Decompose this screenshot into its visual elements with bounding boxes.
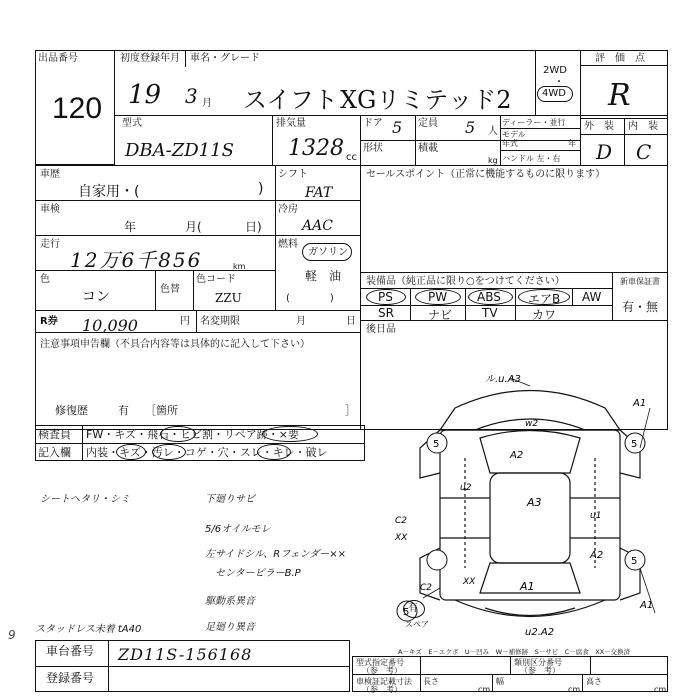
shaken-label: 車検: [40, 204, 60, 215]
car-name: スイフト: [243, 86, 338, 114]
shaken-day: 日): [245, 220, 262, 234]
repair-value: 有: [118, 404, 129, 417]
remark-1: シートヘタリ・シミ: [40, 494, 130, 505]
repair-close: ］: [345, 404, 356, 417]
warranty-label: 新車保証書: [620, 277, 660, 286]
repair-circle: [262, 426, 318, 442]
stain-circle: [152, 444, 186, 460]
score-value: R: [608, 78, 631, 113]
height-unit: cm: [654, 685, 667, 694]
mileage-label: 走行: [40, 239, 60, 250]
color-label: 色: [40, 274, 50, 285]
mark-rear-xx: XX: [463, 577, 476, 587]
mark-rr-wheel: 5: [631, 556, 638, 567]
recycle-unit: 円: [180, 316, 190, 327]
mark-bottom: u2.A2: [525, 627, 555, 638]
displacement-label: 排気量: [276, 118, 306, 129]
model-year-label: モデル: [502, 130, 526, 139]
reg-label: 初度登録年月: [120, 53, 180, 64]
wear-circle: [257, 444, 291, 460]
inspector-row1-label: 検査員: [38, 428, 71, 441]
load-unit: kg: [488, 156, 498, 165]
equip-navi: ナビ: [428, 308, 453, 322]
recycle-label: R券: [40, 316, 58, 327]
ac-value: AAC: [302, 218, 333, 234]
remark-2: 下廻りサビ: [205, 494, 255, 505]
mark-rf-wheel: 5: [631, 439, 638, 450]
repair-label: 修復歴: [55, 404, 88, 417]
length-label: 長さ: [423, 677, 439, 686]
equip-leather: カワ: [532, 308, 557, 322]
mark-hood: A2: [510, 450, 524, 461]
mark-rear-right: A1: [640, 600, 654, 611]
history-label: 車歴: [40, 169, 60, 180]
doors-value: 5: [392, 118, 403, 137]
legend: A－キズ E－エクボ U－凹み W－補修跡 S－サビ C－腐食 XX－交換済: [398, 648, 631, 656]
fuel-diesel: 軽 油: [305, 269, 342, 283]
equip-airbag: エアB: [528, 292, 561, 306]
inspector-row1-items: FW・キズ・飛石・ヒビ割・リペア跡・×要: [86, 428, 299, 441]
spare-mark: 有: [408, 603, 418, 614]
ext-label: 外 装: [584, 121, 614, 132]
ext-value: D: [596, 140, 613, 164]
color-code-value: ZZU: [215, 291, 242, 305]
remark-3: 5/6オイルモレ: [205, 524, 271, 535]
int-label: 内 装: [628, 121, 658, 132]
recycle-value: 10,090: [82, 316, 138, 335]
mileage-unit: km: [233, 262, 246, 271]
equip-ps: PS: [378, 290, 393, 304]
mileage-value: 12万6千856: [70, 248, 203, 272]
inspector-row2-items: 内装・キズ・汚レ・コゲ・穴・スレ・キレ・破レ: [86, 446, 328, 459]
chassis-value: ZD11S-156168: [118, 645, 253, 664]
measure-sub: （参 考）: [362, 685, 402, 694]
fuel-label: 燃料: [278, 239, 298, 250]
drive-dot: ・: [554, 77, 564, 88]
drive-4wd: 4WD: [542, 88, 566, 99]
model-value: DBA-ZD11S: [125, 140, 234, 161]
shaken-year: 年: [124, 220, 137, 234]
cc-unit: cc: [346, 152, 357, 163]
int-value: C: [636, 140, 652, 164]
chassis-label: 車台番号: [46, 644, 95, 658]
width-unit: cm: [568, 685, 581, 694]
equip-pw: PW: [428, 290, 448, 304]
grade: XGリミテッド2: [340, 86, 512, 114]
shift-value: FAT: [305, 185, 333, 201]
mark-rear-left-c2: C2: [420, 583, 433, 593]
ac-label: 冷房: [278, 204, 298, 215]
remark-7: スタッドレス未着 tA40: [35, 624, 142, 635]
history-value: 自家用・(: [78, 184, 140, 200]
scratch-circle: [116, 444, 146, 460]
fuel-paren: ( ): [286, 293, 334, 304]
expiry-label: 名変期限: [200, 316, 240, 327]
mark-right-body: u1: [590, 511, 602, 521]
fuel-gasoline: ガソリン: [308, 247, 348, 258]
class-label: 類別区分番号: [514, 658, 562, 667]
retrofit-label: 後日品: [366, 324, 396, 335]
class-sub: （参 考）: [520, 666, 560, 675]
length-unit: cm: [478, 685, 491, 694]
equip-tv: TV: [482, 306, 498, 320]
displacement-value: 1328: [288, 136, 344, 161]
mark-roof: A3: [527, 496, 542, 509]
handle-label: ハンドル 左・右: [502, 154, 561, 163]
model-year-label2: 年式: [502, 139, 518, 148]
lot-number: 120: [52, 92, 103, 125]
mark-left-wheel3: 5: [403, 607, 410, 618]
remark-5: センターピラーB.P: [215, 568, 301, 579]
mark-top-right: A1: [633, 398, 647, 409]
remark-4: 左サイドシル、Rフェンダー××: [205, 549, 347, 560]
reg-month: 3: [185, 84, 198, 108]
height-label: 高さ: [586, 677, 602, 686]
score-label: 評 価 点: [595, 53, 645, 64]
equip-abs: ABS: [477, 290, 501, 304]
inspector-row2-label: 記入欄: [38, 446, 71, 459]
remark-8: 足廻り異音: [205, 622, 255, 633]
model-year-unit: 年: [568, 139, 576, 148]
car-diagram: [385, 368, 675, 640]
expiry-day: 日: [346, 316, 356, 327]
equipment-label: 装備品（純正品に限り○をつけてください）: [366, 276, 565, 287]
shape-label: 形状: [363, 143, 383, 154]
sales-point-label: セールスポイント（正常に機能するものに限ります）: [366, 169, 606, 180]
reg-year: 19: [128, 80, 162, 110]
color-code-label: 色コード: [196, 274, 236, 285]
measure-label: 車検証記載寸法: [356, 677, 412, 686]
capacity-value: 5: [465, 118, 476, 137]
drive-2wd: 2WD: [543, 65, 567, 76]
mark-lf-wheel: 5: [433, 439, 440, 450]
width-label: 幅: [496, 677, 504, 686]
equip-aw: AW: [582, 290, 602, 304]
repair-loc: ［箇所: [145, 404, 178, 417]
mark-top: ル.u.A3: [485, 374, 521, 385]
car-label: 車名・グレード: [190, 53, 260, 64]
model-label: 型式: [122, 118, 142, 129]
page-corner: 9: [8, 628, 16, 642]
equip-sr: SR: [378, 306, 394, 320]
approval-sub: （参 考）: [362, 666, 402, 675]
notes-label: 注意事項申告欄（不具合内容等は具体的に記入して下さい）: [40, 339, 310, 350]
spare-sub: スペア: [405, 620, 429, 629]
mark-left-body: u2: [460, 483, 472, 493]
lot-label: 出品番号: [38, 53, 78, 64]
expiry-month: 月: [296, 316, 306, 327]
stone-circle: [160, 426, 196, 442]
mark-right-a2: A2: [590, 550, 604, 561]
mark-left-xx: XX: [395, 533, 408, 543]
mark-front-center: w2: [525, 419, 539, 429]
doors-label: ドア: [363, 118, 383, 129]
color-value: コン: [82, 289, 110, 305]
color-change-label: 色替: [160, 284, 180, 295]
mark-left-c2: C2: [395, 516, 408, 526]
registration-label: 登録番号: [46, 671, 95, 685]
approval-label: 型式指定番号: [356, 658, 404, 667]
remark-6: 駆動系異音: [205, 596, 255, 607]
load-label: 積載: [418, 143, 438, 154]
capacity-label: 定員: [418, 118, 438, 129]
shaken-month: 月(: [185, 220, 202, 234]
shift-label: シフト: [278, 169, 308, 180]
reg-month-unit: 月: [202, 98, 212, 109]
warranty-value: 有・無: [622, 300, 659, 314]
dealer-label: ディーラー・並行: [502, 118, 566, 127]
capacity-unit: 人: [488, 126, 498, 137]
mark-trunk: A1: [520, 580, 535, 593]
history-close: ): [258, 181, 264, 197]
